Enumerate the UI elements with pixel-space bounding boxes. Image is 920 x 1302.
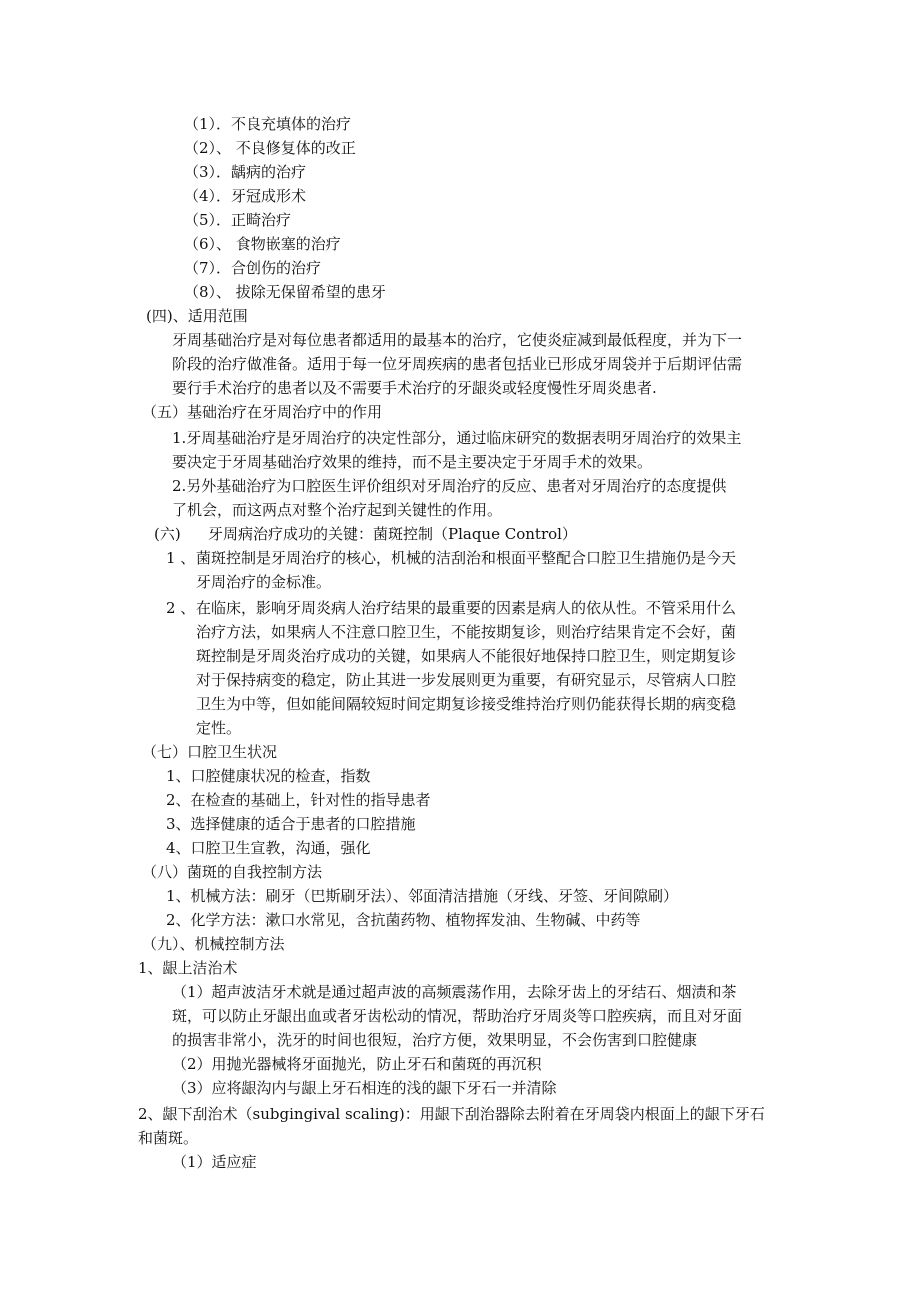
list-item: （1）．不良充填体的治疗 <box>184 115 352 133</box>
paragraph-line: （2）用抛光器械将牙面抛光，防止牙石和菌斑的再沉积 <box>172 1055 542 1073</box>
paragraph-line: 对于保持病变的稳定，防止其进一步发展则更为重要，有研究显示，尽管病人口腔 <box>196 671 737 689</box>
paragraph-line: 了机会，而这两点对整个治疗起到关键性的作用。 <box>172 501 503 519</box>
list-item: 3、选择健康的适合于患者的口腔措施 <box>166 815 416 833</box>
paragraph-line: 2.另外基础治疗为口腔医生评价组织对牙周治疗的反应、患者对牙周治疗的态度提供 <box>172 477 727 495</box>
list-item: （2）、 不良修复体的改正 <box>184 139 356 157</box>
section-heading-4: (四)、适用范围 <box>146 307 248 325</box>
list-item: 1、口腔健康状况的检查，指数 <box>166 767 371 785</box>
list-item: 2、化学方法：漱口水常见，含抗菌药物、植物挥发油、生物碱、中药等 <box>166 911 641 929</box>
list-item: （3）．龋病的治疗 <box>184 163 307 181</box>
item-number: 1 、 <box>166 549 196 567</box>
paragraph-line: 菌斑控制是牙周治疗的核心，机械的洁刮治和根面平整配合口腔卫生措施仍是今天 <box>196 549 737 567</box>
section-heading-6-number: (六) <box>154 525 181 543</box>
section-heading-6: 牙周病治疗成功的关键：菌斑控制（Plaque Control） <box>208 525 577 543</box>
subsection-title: 1、龈上洁治术 <box>138 959 238 977</box>
list-item: 4、口腔卫生宣教，沟通，强化 <box>166 839 371 857</box>
paragraph-line: （1）适应症 <box>172 1153 257 1171</box>
paragraph-line: 阶段的治疗做准备。适用于每一位牙周疾病的患者包括业已形成牙周袋并于后期评估需 <box>172 355 743 373</box>
paragraph-line: 在临床，影响牙周炎病人治疗结果的最重要的因素是病人的依从性。不管采用什么 <box>196 599 737 617</box>
list-item: 2、在检查的基础上，针对性的指导患者 <box>166 791 431 809</box>
paragraph-line: 斑，可以防止牙龈出血或者牙齿松动的情况，帮助治疗牙周炎等口腔疾病，而且对牙面 <box>172 1007 743 1025</box>
paragraph-line: （1）超声波洁牙术就是通过超声波的高频震荡作用，去除牙齿上的牙结石、烟渍和茶 <box>172 983 737 1001</box>
list-item: （5）．正畸治疗 <box>184 211 292 229</box>
section-heading-9: （九）、机械控制方法 <box>142 935 285 953</box>
list-item: （7）．合创伤的治疗 <box>184 259 322 277</box>
paragraph-line: 卫生为中等，但如能间隔较短时间定期复诊接受维持治疗则仍能获得长期的病变稳 <box>196 695 737 713</box>
paragraph-line: 要决定于牙周基础治疗效果的维持，而不是主要决定于牙周手术的效果。 <box>172 453 653 471</box>
paragraph-line: 斑控制是牙周炎治疗成功的关键，如果病人不能很好地保持口腔卫生，则定期复诊 <box>196 647 737 665</box>
item-number: 2 、 <box>166 599 196 617</box>
list-item: （4）．牙冠成形术 <box>184 187 307 205</box>
section-heading-7: （七）口腔卫生状况 <box>142 743 278 761</box>
paragraph-line: 要行手术治疗的患者以及不需要手术治疗的牙龈炎或轻度慢性牙周炎患者. <box>172 379 657 397</box>
section-heading-8: （八）菌斑的自我控制方法 <box>142 863 323 881</box>
paragraph-line: （3）应将龈沟内与龈上牙石相连的浅的龈下牙石一并清除 <box>172 1079 557 1097</box>
paragraph-line: 和菌斑。 <box>138 1129 199 1147</box>
list-item: （8）、 拔除无保留希望的患牙 <box>184 283 386 301</box>
section-heading-5: （五）基础治疗在牙周治疗中的作用 <box>142 403 383 421</box>
paragraph-line: 治疗方法，如果病人不注意口腔卫生，不能按期复诊，则治疗结果肯定不会好，菌 <box>196 623 737 641</box>
paragraph-line: 1.牙周基础治疗是牙周治疗的决定性部分，通过临床研究的数据表明牙周治疗的效果主 <box>172 429 742 447</box>
paragraph-line: 的损害非常小，洗牙的时间也很短，治疗方便，效果明显，不会伤害到口腔健康 <box>172 1031 698 1049</box>
list-item: 1、机械方法：刷牙（巴斯刷牙法）、邻面清洁措施（牙线、牙签、牙间隙刷） <box>166 887 679 905</box>
list-item: （6）、 食物嵌塞的治疗 <box>184 235 341 253</box>
paragraph-line: 牙周基础治疗是对每位患者都适用的最基本的治疗，它使炎症减到最低程度，并为下一 <box>172 331 743 349</box>
paragraph-line: 牙周治疗的金标准。 <box>196 573 332 591</box>
subsection-title: 2、龈下刮治术（subgingival scaling)：用龈下刮治器除去附着在牙周袋内根面上的龈下牙石 <box>138 1105 765 1123</box>
paragraph-line: 定性。 <box>196 719 242 737</box>
